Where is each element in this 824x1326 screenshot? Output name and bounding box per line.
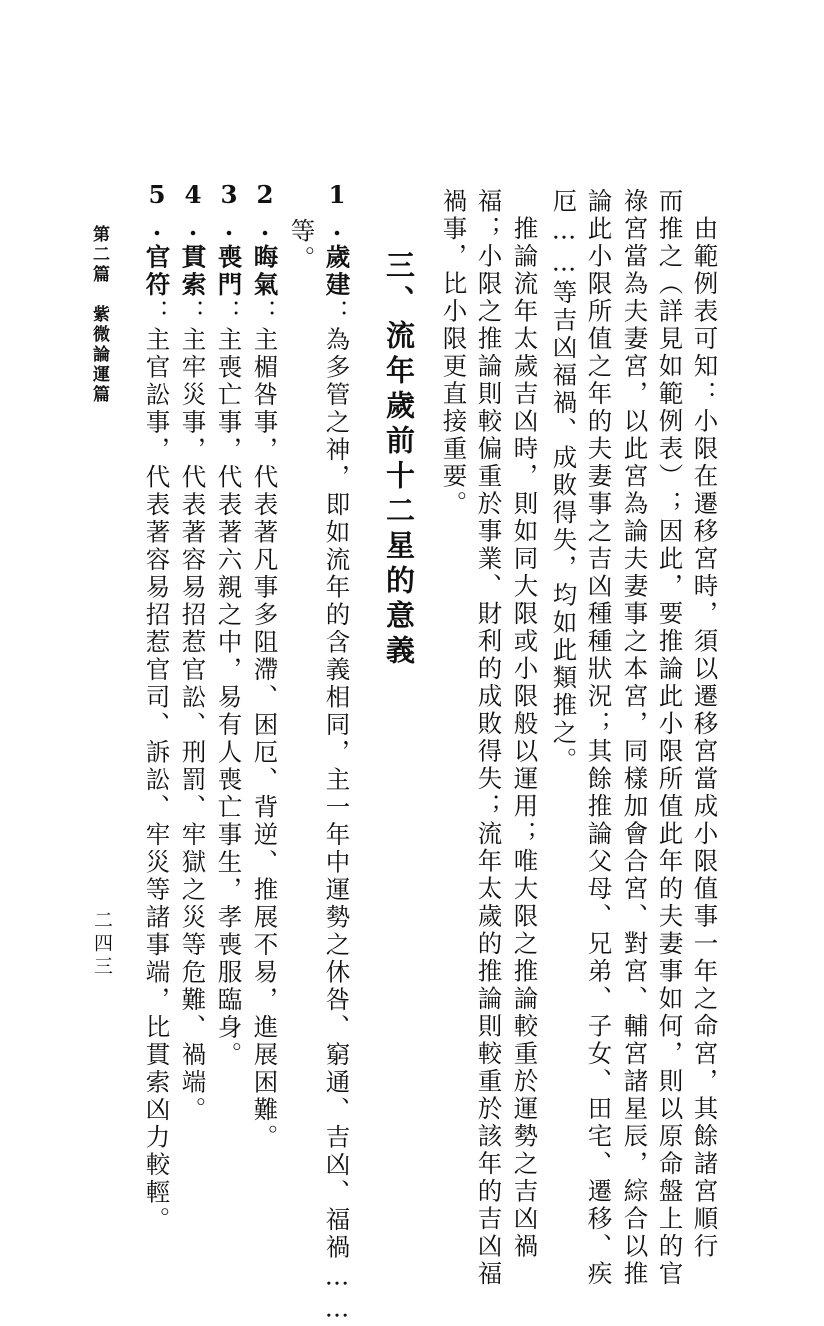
item-1-continuation: 等。: [287, 218, 317, 273]
item-2: [250, 180, 280, 1152]
item-5-number: 5.: [142, 180, 172, 244]
item-2-separator: ：: [250, 299, 280, 327]
item-3-separator: ：: [214, 299, 244, 327]
item-2-text: 主楣咎事，代表著凡事多阻滯、困厄、背逆、推展不易，進展困難。: [250, 326, 280, 1152]
item-4-number: 4.: [178, 180, 208, 244]
item-1-text: 為多管之神，即如流年的含義相同，主一年中運勢之休咎、窮通、吉凶、福禍……: [322, 326, 352, 1326]
paragraph-2-line-1: 推論流年太歲吉凶時，則如同大限或小限般以運用；唯大限之推論較重於運勢之吉凶禍: [510, 188, 540, 1261]
item-4-separator: ：: [178, 299, 208, 327]
paragraph-2-line-3: 禍事，比小限更直接重要。: [439, 188, 469, 518]
item-5-term: 官符: [142, 244, 172, 299]
item-5-text: 主官訟事，代表著容易招惹官司、訴訟、牢災等諸事端，比貫索凶力較輕。: [142, 326, 172, 1234]
item-1-separator: ：: [322, 299, 352, 327]
item-1-number: 1.: [322, 180, 352, 244]
item-3-term: 喪門: [214, 244, 244, 299]
item-3-number: 3.: [214, 180, 244, 244]
item-5: [142, 180, 172, 1234]
item-1-term: 歲建: [322, 244, 352, 299]
item-3-text: 主喪亡事，代表著六親之中，易有人喪亡事生，孝喪服臨身。: [214, 326, 244, 1069]
paragraph-2-line-2: 福；小限之推論則較偏重於事業、財利的成敗得失；流年太歲的推論則較重於該年的吉凶福: [474, 188, 504, 1288]
item-5-separator: ：: [142, 299, 172, 327]
paragraph-1-line-5: 厄……等吉凶福禍、成敗得失，均如此類推之。: [549, 188, 579, 775]
item-1: [322, 180, 352, 1326]
item-3: [214, 180, 244, 1069]
paragraph-1-line-4: 論此小限所值之年的夫妻事之吉凶種種狀況；其餘推論父母、兄弟、子女、田宅、遷移、疾: [584, 188, 614, 1288]
item-4-term: 貫索: [178, 244, 208, 299]
item-4: [178, 180, 208, 1124]
chapter-footer: 第二篇 紫微論運篇: [89, 225, 109, 405]
section-heading: 三、流年歲前十二星的意義: [382, 250, 416, 670]
paragraph-1-line-3: 祿宮當為夫妻宮，以此宮為論夫妻事之本宮，同樣加會合宮、對宮、輔宮諸星辰，綜合以推: [620, 188, 650, 1288]
page-number: 二四三: [91, 910, 113, 979]
item-2-term: 晦氣: [250, 244, 280, 299]
paragraph-1-line-1: 由範例表可知：小限在遷移宮時，須以遷移宮當成小限值事一年之命宮，其餘諸宮順行: [690, 188, 720, 1261]
item-2-number: 2.: [250, 180, 280, 244]
paragraph-1-line-2: 而推之（詳見如範例表）；因此，要推論此小限所值此年的夫妻事如何，則以原命盤上的官: [655, 188, 685, 1288]
item-4-text: 主牢災事，代表著容易招惹官訟、刑罰、牢獄之災等危難、禍端。: [178, 326, 208, 1124]
